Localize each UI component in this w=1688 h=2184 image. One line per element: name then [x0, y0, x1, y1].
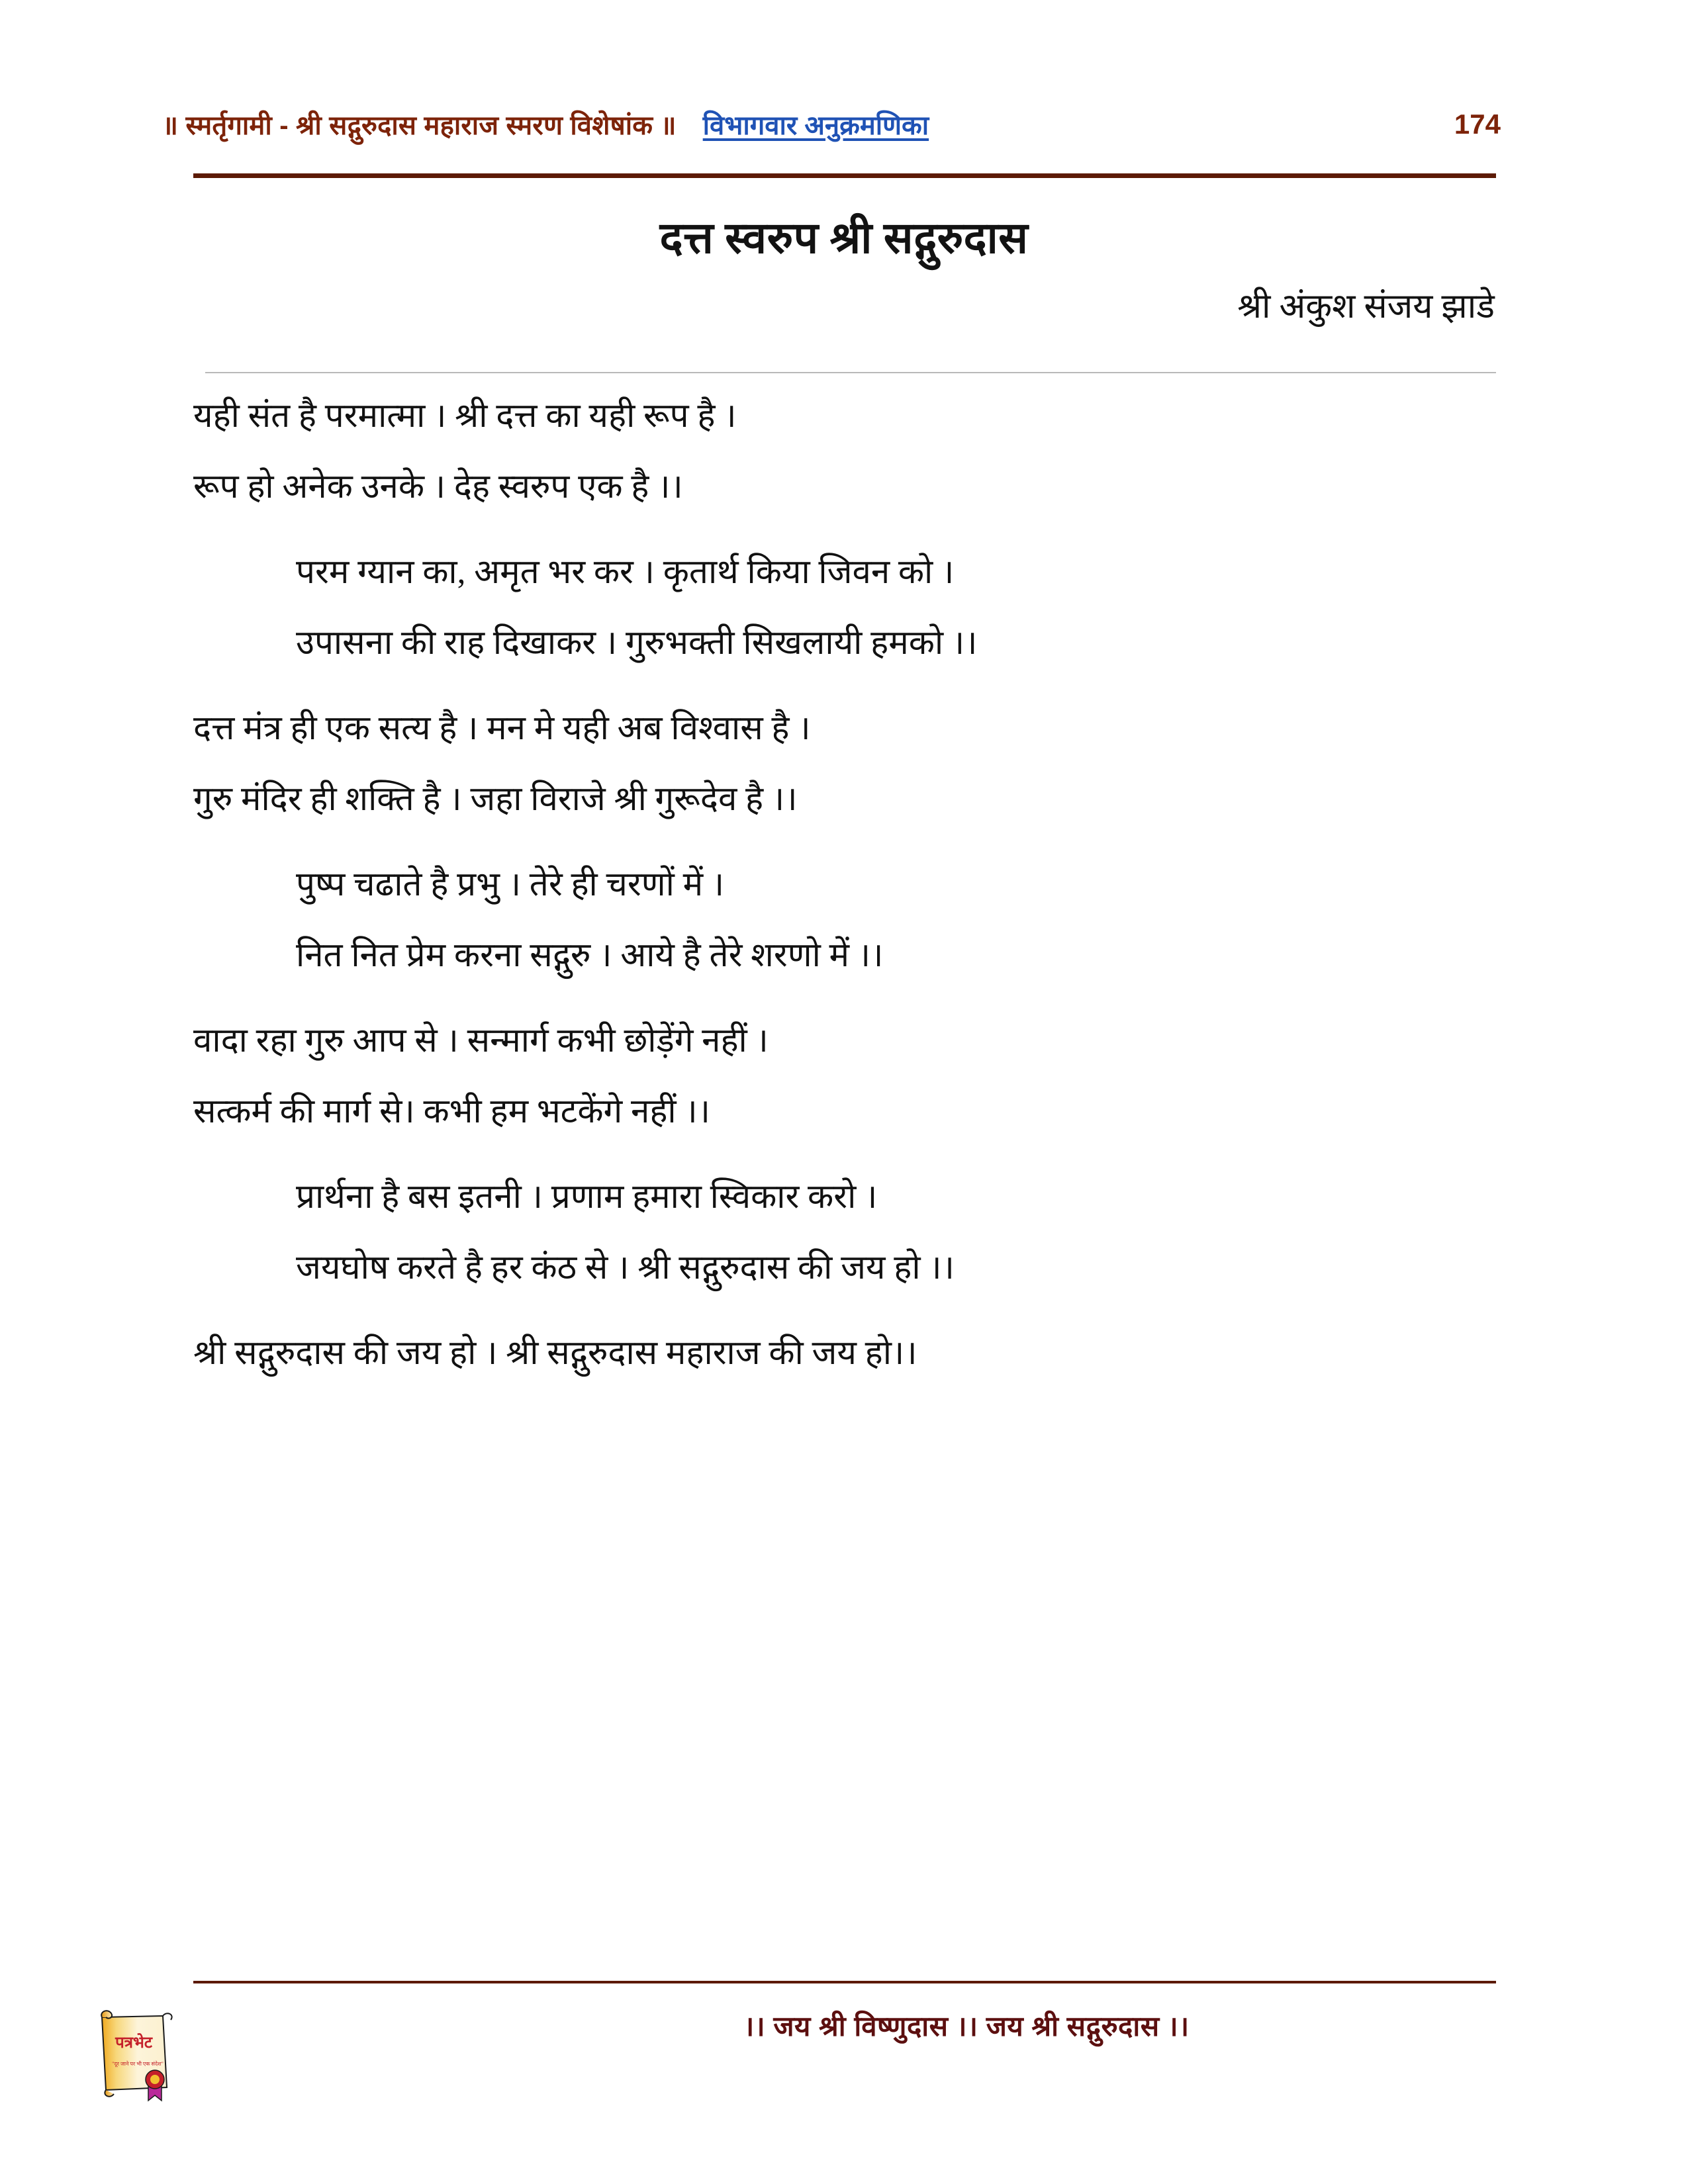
poem-line: परम ग्यान का, अमृत भर कर । कृतार्थ किया जिवन को ।	[296, 554, 955, 591]
footer-invocation: ।। जय श्री विष्णुदास ।। जय श्री सद्गुरुदास ।।	[743, 2011, 1190, 2042]
poem-line: प्रार्थना है बस इतनी । प्रणाम हमारा स्विकार करो ।	[296, 1179, 878, 1216]
poem-line: रूप हो अनेक उनके । देह स्वरुप एक है ।।	[193, 469, 683, 506]
page-number: 174	[1454, 108, 1501, 140]
issue-title: ॥ स्मर्तृगामी - श्री सद्गुरुदास महाराज स्मरण विशेषांक ॥	[162, 111, 677, 140]
svg-text:पत्रभेट: पत्रभेट	[115, 2034, 152, 2052]
poem-line: उपासना की राह दिखाकर । गुरुभक्ती सिखलायी हमको ।।	[296, 625, 978, 662]
poem-line: श्री सद्गुरुदास की जय हो । श्री सद्गुरुदास महाराज की जय हो।।	[193, 1335, 917, 1372]
poem-line: वादा रहा गुरु आप से । सन्मार्ग कभी छोड़ेंगे नहीं ।	[193, 1023, 769, 1060]
title-divider	[205, 372, 1496, 373]
poem-line: दत्त मंत्र ही एक सत्य है । मन मे यही अब विश्वास है ।	[193, 710, 811, 747]
poem-line: गुरु मंदिर ही शक्ति है । जहा विराजे श्री गुरूदेव है ।।	[193, 781, 798, 818]
footer-divider	[193, 1981, 1496, 1983]
article-title: दत्त स्वरुप श्री सद्गुरुदास	[659, 214, 1029, 263]
poem-line: जयघोष करते है हर कंठ से । श्री सद्गुरुदास की जय हो ।।	[296, 1250, 955, 1287]
page-header	[162, 93, 1526, 156]
svg-text:"दूर जाने पर भी एक संदेश": "दूर जाने पर भी एक संदेश"	[112, 2061, 164, 2067]
poem-body	[193, 400, 1504, 1408]
article-author: श्री अंकुश संजय झाडे	[1237, 288, 1495, 326]
poem-line: यही संत है परमात्मा । श्री दत्त का यही रूप है ।	[193, 398, 737, 435]
poem-line: सत्कर्म की मार्ग से। कभी हम भटकेंगे नहीं ।।	[193, 1093, 711, 1130]
poem-line: पुष्प चढाते है प्रभु । तेरे ही चरणों में ।	[296, 866, 725, 903]
index-link[interactable]: विभागवार अनुक्रमणिका	[702, 111, 929, 140]
poem-line: नित नित प्रेम करना सद्गुरु । आये है तेरे शरणो में ।।	[296, 937, 884, 974]
header-divider	[193, 173, 1496, 178]
